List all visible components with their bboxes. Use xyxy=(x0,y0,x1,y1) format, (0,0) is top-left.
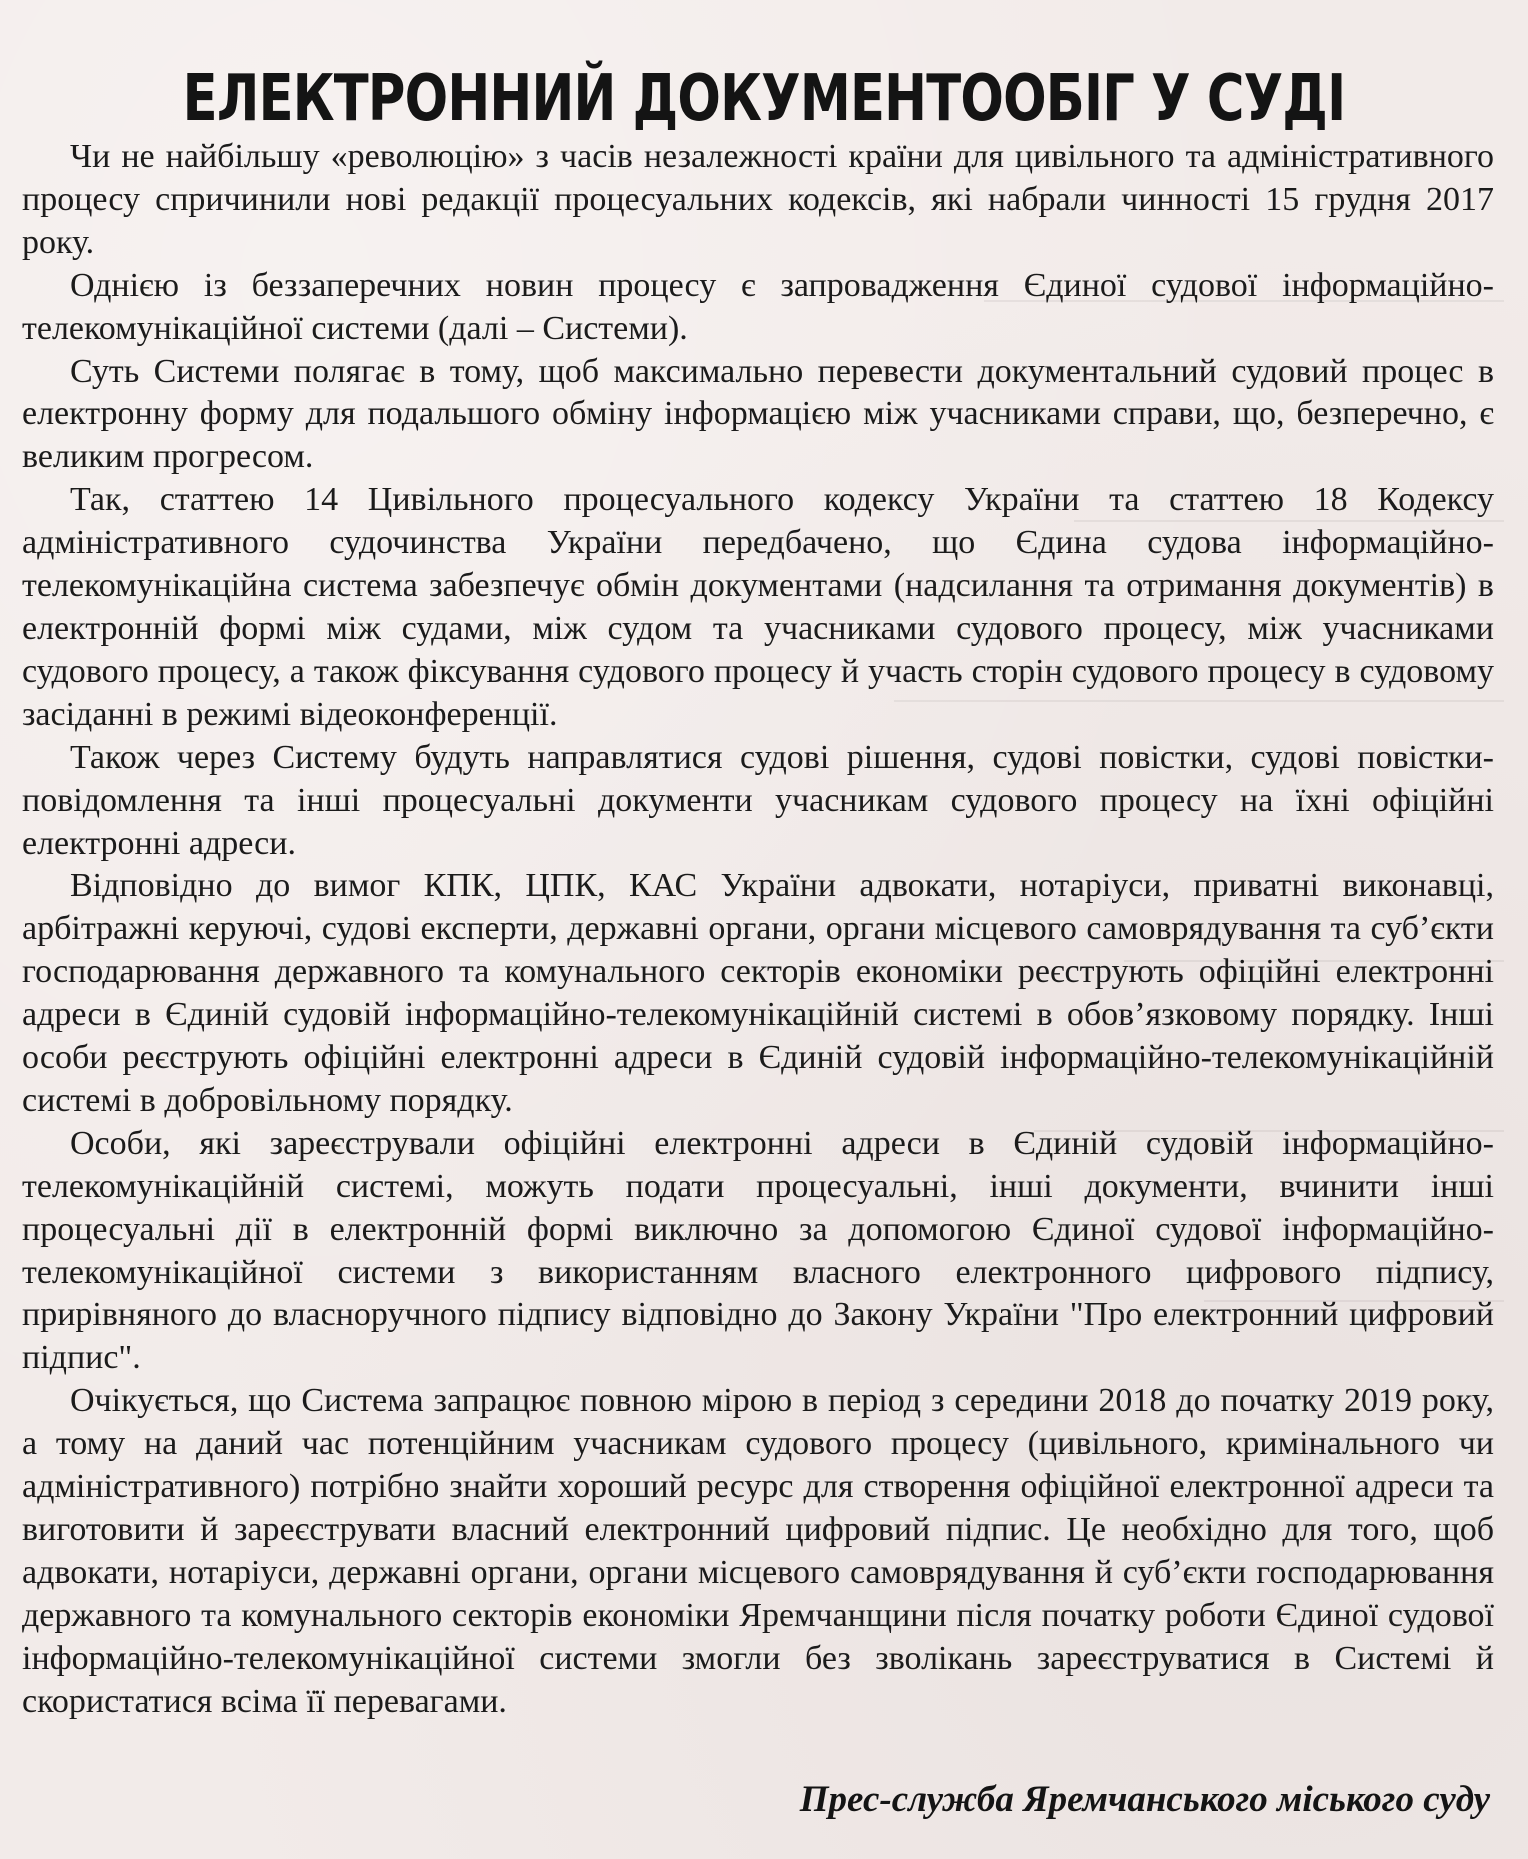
paragraph-2: Однією із беззаперечних новин процесу є запровадження Єдиної судової інформаційно-телекомунікаційної системи (далі – Системи). xyxy=(22,266,1494,347)
paragraph-5: Також через Систему будуть направлятися судові рішення, судові повістки, судові повістки-повідомлення та інші процесуальні документи учасникам судового процесу на їхні офіційні електронні адреси. xyxy=(22,738,1494,862)
paragraph-6: Відповідно до вимог КПК, ЦПК, КАС України адвокати, нотаріуси, приватні виконавці, арбітражні керуючі, судові експерти, державні органи, органи місцевого самоврядування та суб’єкти господарювання державного та комунального секторів економіки реєструють офіційні електронні адреси в Єдиній судовій інформаційно-телекомунікаційній системі в обов’язковому порядку. Інші особи реєструють офіційні електронні адреси в Єдиній судовій інформаційно-телекомунікаційній системі в добровільному порядку. xyxy=(22,867,1494,1119)
paragraph-3: Суть Системи полягає в тому, щоб максимально перевести документальний судовий процес в електронну форму для подальшого обміну інформацією між учасниками справи, що, безперечно, є великим прогресом. xyxy=(22,352,1494,476)
paragraph-8: Очікується, що Система запрацює повною мірою в період з середини 2018 до початку 2019 року, а тому на даний час потенційним учасникам судового процесу (цивільного, кримінального чи адміністративного) потрібно знайти хороший ресурс для створення офіційної електронної адреси та виготовити й зареєструвати власний електронний цифровий підпис. Це необхідно для того, щоб адвокати, нотаріуси, державні органи, органи місцевого самоврядування й суб’єкти господарювання державного та комунального секторів економіки Яремчанщини після початку роботи Єдиної судової інформаційно-телекомунікаційної системи змогли без зволікань зареєструватися в Системі й скористатися всіма її перевагами. xyxy=(22,1382,1494,1720)
paragraph-7: Особи, які зареєстрували офіційні електронні адреси в Єдиній судовій інформаційно-телекомунікаційній системі, можуть подати процесуальні, інші документи, вчинити інші процесуальні дії в електронній формі виключно за допомогою Єдиної судової інформаційно-телекомунікаційної системи з використанням власного електронного цифрового підпису, прирівняного до власноручного підпису відповідно до Закону України "Про електронний цифровий підпис". xyxy=(22,1124,1494,1377)
author-signature: Прес-служба Яремчанського міського суду xyxy=(799,1779,1490,1820)
article-body xyxy=(22,136,1494,1724)
paragraph-1: Чи не найбільшу «революцію» з часів незалежності країни для цивільного та адміністративного процесу спричинили нові редакції процесуальних кодексів, які набрали чинності 15 грудня 2017 року. xyxy=(22,138,1494,261)
paragraph-4: Так, статтею 14 Цивільного процесуального кодексу України та статтею 18 Кодексу адміністративного судочинства України передбачено, що Єдина судова інформаційно-телекомунікаційна система забезпечує обмін документами (надсилання та отримання документів) в електронній формі між судами, між судом та учасниками судового процесу, між учасниками судового процесу, а також фіксування судового процесу й участь сторін судового процесу в судовому засіданні в режимі відеоконференції. xyxy=(22,481,1494,733)
article-headline: ЕЛЕКТРОННИЙ ДОКУМЕНТООБІГ У СУДІ xyxy=(182,61,1346,136)
